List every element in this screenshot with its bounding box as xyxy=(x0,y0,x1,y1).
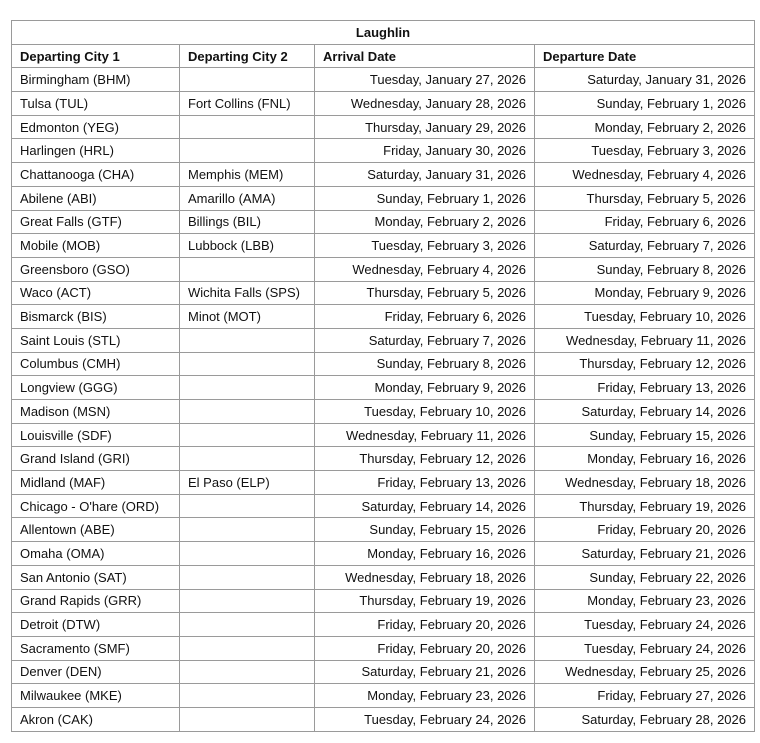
departure-date-cell: Sunday, February 15, 2026 xyxy=(535,423,755,447)
table-row xyxy=(12,115,755,139)
schedule-table xyxy=(11,20,755,732)
arrival-date-cell: Saturday, January 31, 2026 xyxy=(315,163,535,187)
header-departure-date: Departure Date xyxy=(535,44,755,68)
arrival-date-cell: Saturday, February 7, 2026 xyxy=(315,328,535,352)
departure-date-cell: Saturday, January 31, 2026 xyxy=(535,68,755,92)
departure-date-cell: Sunday, February 8, 2026 xyxy=(535,257,755,281)
table-row xyxy=(12,494,755,518)
departure-date-cell: Monday, February 2, 2026 xyxy=(535,115,755,139)
departure-date-cell: Tuesday, February 10, 2026 xyxy=(535,305,755,329)
table-row xyxy=(12,352,755,376)
departure-date-cell: Tuesday, February 24, 2026 xyxy=(535,613,755,637)
header-arrival-date: Arrival Date xyxy=(315,44,535,68)
departing-city-1-cell: Greensboro (GSO) xyxy=(12,257,180,281)
arrival-date-cell: Sunday, February 1, 2026 xyxy=(315,186,535,210)
table-row xyxy=(12,186,755,210)
table-row xyxy=(12,707,755,731)
arrival-date-cell: Thursday, January 29, 2026 xyxy=(315,115,535,139)
arrival-date-cell: Monday, February 16, 2026 xyxy=(315,542,535,566)
departure-date-cell: Saturday, February 28, 2026 xyxy=(535,707,755,731)
departing-city-1-cell: Bismarck (BIS) xyxy=(12,305,180,329)
departure-date-cell: Monday, February 23, 2026 xyxy=(535,589,755,613)
table-row xyxy=(12,281,755,305)
departure-date-cell: Friday, February 6, 2026 xyxy=(535,210,755,234)
departing-city-1-cell: Grand Rapids (GRR) xyxy=(12,589,180,613)
departing-city-1-cell: San Antonio (SAT) xyxy=(12,565,180,589)
departing-city-2-cell xyxy=(180,423,315,447)
arrival-date-cell: Friday, January 30, 2026 xyxy=(315,139,535,163)
departure-date-cell: Tuesday, February 3, 2026 xyxy=(535,139,755,163)
arrival-date-cell: Saturday, February 21, 2026 xyxy=(315,660,535,684)
departing-city-2-cell: Memphis (MEM) xyxy=(180,163,315,187)
arrival-date-cell: Tuesday, February 10, 2026 xyxy=(315,400,535,424)
departing-city-2-cell xyxy=(180,707,315,731)
departing-city-2-cell xyxy=(180,139,315,163)
departing-city-1-cell: Louisville (SDF) xyxy=(12,423,180,447)
departing-city-2-cell: Fort Collins (FNL) xyxy=(180,92,315,116)
table-row xyxy=(12,139,755,163)
departure-date-cell: Wednesday, February 11, 2026 xyxy=(535,328,755,352)
departure-date-cell: Tuesday, February 24, 2026 xyxy=(535,636,755,660)
departure-date-cell: Wednesday, February 25, 2026 xyxy=(535,660,755,684)
departing-city-2-cell xyxy=(180,542,315,566)
departing-city-1-cell: Chattanooga (CHA) xyxy=(12,163,180,187)
departing-city-1-cell: Detroit (DTW) xyxy=(12,613,180,637)
departure-date-cell: Friday, February 20, 2026 xyxy=(535,518,755,542)
departing-city-2-cell xyxy=(180,257,315,281)
departing-city-1-cell: Milwaukee (MKE) xyxy=(12,684,180,708)
departing-city-2-cell: El Paso (ELP) xyxy=(180,471,315,495)
table-row xyxy=(12,589,755,613)
arrival-date-cell: Wednesday, February 11, 2026 xyxy=(315,423,535,447)
arrival-date-cell: Friday, February 20, 2026 xyxy=(315,613,535,637)
table-row xyxy=(12,92,755,116)
table-row xyxy=(12,305,755,329)
departure-date-cell: Monday, February 16, 2026 xyxy=(535,447,755,471)
header-departing-city-2: Departing City 2 xyxy=(180,44,315,68)
departing-city-2-cell xyxy=(180,494,315,518)
departing-city-1-cell: Waco (ACT) xyxy=(12,281,180,305)
departing-city-2-cell xyxy=(180,518,315,542)
arrival-date-cell: Friday, February 13, 2026 xyxy=(315,471,535,495)
departing-city-1-cell: Saint Louis (STL) xyxy=(12,328,180,352)
table-body xyxy=(12,68,755,731)
table-row xyxy=(12,518,755,542)
departing-city-2-cell: Wichita Falls (SPS) xyxy=(180,281,315,305)
arrival-date-cell: Thursday, February 5, 2026 xyxy=(315,281,535,305)
departing-city-1-cell: Mobile (MOB) xyxy=(12,234,180,258)
departing-city-1-cell: Grand Island (GRI) xyxy=(12,447,180,471)
arrival-date-cell: Monday, February 2, 2026 xyxy=(315,210,535,234)
table-row xyxy=(12,613,755,637)
arrival-date-cell: Friday, February 6, 2026 xyxy=(315,305,535,329)
table-row xyxy=(12,234,755,258)
departing-city-2-cell xyxy=(180,68,315,92)
departing-city-1-cell: Harlingen (HRL) xyxy=(12,139,180,163)
departure-date-cell: Thursday, February 5, 2026 xyxy=(535,186,755,210)
table-row xyxy=(12,400,755,424)
table-row xyxy=(12,423,755,447)
arrival-date-cell: Thursday, February 19, 2026 xyxy=(315,589,535,613)
departure-date-cell: Wednesday, February 4, 2026 xyxy=(535,163,755,187)
table-row xyxy=(12,328,755,352)
departing-city-1-cell: Chicago - O'hare (ORD) xyxy=(12,494,180,518)
departing-city-1-cell: Akron (CAK) xyxy=(12,707,180,731)
departing-city-1-cell: Longview (GGG) xyxy=(12,376,180,400)
departing-city-2-cell xyxy=(180,115,315,139)
departing-city-2-cell: Billings (BIL) xyxy=(180,210,315,234)
arrival-date-cell: Monday, February 9, 2026 xyxy=(315,376,535,400)
arrival-date-cell: Sunday, February 15, 2026 xyxy=(315,518,535,542)
departure-date-cell: Sunday, February 1, 2026 xyxy=(535,92,755,116)
departing-city-2-cell xyxy=(180,328,315,352)
arrival-date-cell: Tuesday, February 3, 2026 xyxy=(315,234,535,258)
departing-city-1-cell: Great Falls (GTF) xyxy=(12,210,180,234)
arrival-date-cell: Wednesday, February 4, 2026 xyxy=(315,257,535,281)
departing-city-1-cell: Madison (MSN) xyxy=(12,400,180,424)
header-departing-city-1: Departing City 1 xyxy=(12,44,180,68)
departing-city-1-cell: Edmonton (YEG) xyxy=(12,115,180,139)
table-row xyxy=(12,660,755,684)
departure-date-cell: Wednesday, February 18, 2026 xyxy=(535,471,755,495)
arrival-date-cell: Friday, February 20, 2026 xyxy=(315,636,535,660)
departing-city-2-cell: Amarillo (AMA) xyxy=(180,186,315,210)
departure-date-cell: Thursday, February 12, 2026 xyxy=(535,352,755,376)
arrival-date-cell: Wednesday, February 18, 2026 xyxy=(315,565,535,589)
table-row xyxy=(12,636,755,660)
departure-date-cell: Sunday, February 22, 2026 xyxy=(535,565,755,589)
arrival-date-cell: Saturday, February 14, 2026 xyxy=(315,494,535,518)
departing-city-1-cell: Columbus (CMH) xyxy=(12,352,180,376)
departing-city-2-cell: Minot (MOT) xyxy=(180,305,315,329)
departure-date-cell: Monday, February 9, 2026 xyxy=(535,281,755,305)
departing-city-2-cell xyxy=(180,636,315,660)
table-row xyxy=(12,471,755,495)
table-row xyxy=(12,210,755,234)
departing-city-2-cell xyxy=(180,376,315,400)
arrival-date-cell: Tuesday, January 27, 2026 xyxy=(315,68,535,92)
departing-city-2-cell xyxy=(180,589,315,613)
departing-city-2-cell xyxy=(180,565,315,589)
departing-city-1-cell: Midland (MAF) xyxy=(12,471,180,495)
departing-city-1-cell: Omaha (OMA) xyxy=(12,542,180,566)
table-row xyxy=(12,447,755,471)
departure-date-cell: Friday, February 27, 2026 xyxy=(535,684,755,708)
departing-city-1-cell: Birmingham (BHM) xyxy=(12,68,180,92)
table-row xyxy=(12,542,755,566)
departure-date-cell: Friday, February 13, 2026 xyxy=(535,376,755,400)
arrival-date-cell: Tuesday, February 24, 2026 xyxy=(315,707,535,731)
table-title: Laughlin xyxy=(12,21,755,45)
title-row xyxy=(12,21,755,45)
arrival-date-cell: Monday, February 23, 2026 xyxy=(315,684,535,708)
table-row xyxy=(12,684,755,708)
header-row xyxy=(12,44,755,68)
table-row xyxy=(12,376,755,400)
table-row xyxy=(12,565,755,589)
departing-city-2-cell xyxy=(180,684,315,708)
departing-city-2-cell xyxy=(180,400,315,424)
arrival-date-cell: Sunday, February 8, 2026 xyxy=(315,352,535,376)
table-row xyxy=(12,68,755,92)
arrival-date-cell: Wednesday, January 28, 2026 xyxy=(315,92,535,116)
schedule-sheet xyxy=(11,20,755,732)
table-row xyxy=(12,163,755,187)
arrival-date-cell: Thursday, February 12, 2026 xyxy=(315,447,535,471)
departing-city-2-cell xyxy=(180,660,315,684)
departure-date-cell: Thursday, February 19, 2026 xyxy=(535,494,755,518)
departing-city-1-cell: Tulsa (TUL) xyxy=(12,92,180,116)
departing-city-1-cell: Sacramento (SMF) xyxy=(12,636,180,660)
departing-city-2-cell: Lubbock (LBB) xyxy=(180,234,315,258)
departing-city-1-cell: Abilene (ABI) xyxy=(12,186,180,210)
departing-city-1-cell: Allentown (ABE) xyxy=(12,518,180,542)
departing-city-2-cell xyxy=(180,613,315,637)
departing-city-1-cell: Denver (DEN) xyxy=(12,660,180,684)
departure-date-cell: Saturday, February 21, 2026 xyxy=(535,542,755,566)
departure-date-cell: Saturday, February 7, 2026 xyxy=(535,234,755,258)
table-row xyxy=(12,257,755,281)
departing-city-2-cell xyxy=(180,447,315,471)
departure-date-cell: Saturday, February 14, 2026 xyxy=(535,400,755,424)
departing-city-2-cell xyxy=(180,352,315,376)
